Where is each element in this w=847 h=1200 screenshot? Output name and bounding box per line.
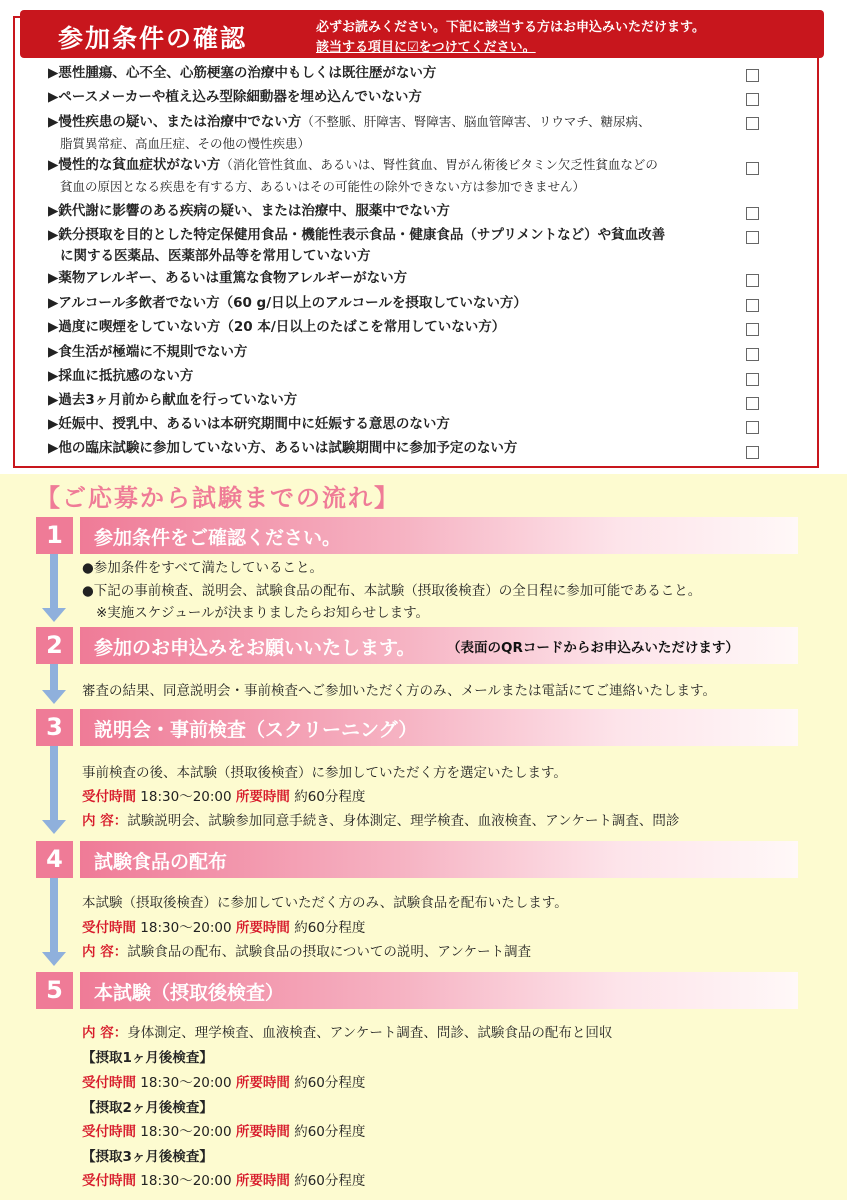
content-line: 内 容：試験説明会、試験参加同意手続き、身体測定、理学検査、血液検査、アンケート調査、問診 xyxy=(82,813,680,829)
content-line: 内 容：身体測定、理学検査、血液検査、アンケート調査、問診、試験食品の配布と回収 xyxy=(82,1025,613,1041)
reception-line: 受付時間 18:30～20:00 所要時間 約60分程度 xyxy=(82,1075,366,1091)
step-title: 参加条件をご確認ください。 xyxy=(94,527,342,549)
checkbox-icon[interactable] xyxy=(746,231,759,244)
step-title: 試験食品の配布 xyxy=(94,851,228,873)
step-bullet: ●下記の事前検査、説明会、試験食品の配布、本試験（摂取後検査）の全日程に参加可能であること。 xyxy=(82,583,702,599)
condition-item: ▶食生活が極端に不規則でない方 xyxy=(48,344,248,360)
condition-item: ▶妊娠中、授乳中、あるいは本研究期間中に妊娠する意思のない方 xyxy=(48,416,450,432)
step-number: 5 xyxy=(36,972,73,1009)
checkbox-icon[interactable] xyxy=(746,274,759,287)
condition-item: ▶過度に喫煙をしていない方（20 本/日以上のたばこを常用していない方） xyxy=(48,319,506,335)
step-header-band xyxy=(80,841,798,878)
down-arrow-icon xyxy=(42,554,66,622)
checkbox-icon[interactable] xyxy=(746,323,759,336)
step-side-note: （表面のQRコードからお申込みいただけます） xyxy=(447,640,739,656)
exam-subheading: 【摂取2ヶ月後検査】 xyxy=(82,1100,213,1116)
checkbox-icon[interactable] xyxy=(746,117,759,130)
conditions-note: 必ずお読みください。下記に該当する方はお申込みいただけます。 xyxy=(316,20,705,35)
condition-item: ▶鉄代謝に影響のある疾病の疑い、または治療中、服薬中でない方 xyxy=(48,203,450,219)
exam-subheading: 【摂取3ヶ月後検査】 xyxy=(82,1149,213,1165)
step-title: 参加のお申込みをお願いいたします。 xyxy=(94,637,416,659)
reception-line: 受付時間 18:30～20:00 所要時間 約60分程度 xyxy=(82,920,366,936)
down-arrow-icon xyxy=(42,664,66,704)
checkbox-icon[interactable] xyxy=(746,348,759,361)
checkbox-icon[interactable] xyxy=(746,446,759,459)
step-text: 本試験（摂取後検査）に参加していただく方のみ、試験食品を配布いたします。 xyxy=(82,895,568,911)
step-header-band xyxy=(80,627,798,664)
condition-item: ▶悪性腫瘍、心不全、心筋梗塞の治療中もしくは既往歴がない方 xyxy=(48,65,437,81)
step-header-band xyxy=(80,709,798,746)
checkbox-icon[interactable] xyxy=(746,69,759,82)
flow-title: 【ご応募から試験までの流れ】 xyxy=(36,484,400,512)
reception-line: 受付時間 18:30～20:00 所要時間 約60分程度 xyxy=(82,1124,366,1140)
exam-subheading: 【摂取1ヶ月後検査】 xyxy=(82,1050,213,1066)
step-text: 審査の結果、同意説明会・事前検査へご参加いただく方のみ、メールまたは電話にてご連絡いたします。 xyxy=(82,683,716,699)
checkbox-icon[interactable] xyxy=(746,373,759,386)
down-arrow-icon xyxy=(42,878,66,966)
checkbox-icon[interactable] xyxy=(746,93,759,106)
step-title: 説明会・事前検査（スクリーニング） xyxy=(94,719,418,741)
condition-item: ▶採血に抵抗感のない方 xyxy=(48,368,194,384)
condition-item: ▶他の臨床試験に参加していない方、あるいは試験期間中に参加予定のない方 xyxy=(48,440,518,456)
down-arrow-icon xyxy=(42,746,66,834)
conditions-header xyxy=(20,10,824,58)
step-number: 1 xyxy=(36,517,73,554)
condition-item: ▶慢性疾患の疑い、または治療中でない方（不整脈、肝障害、腎障害、脳血管障害、リウマチ、糖尿病、 脂質異常症、高血圧症、その他の慢性疾患） xyxy=(48,114,651,151)
step-header-band xyxy=(80,517,798,554)
condition-item: ▶過去3ヶ月前から献血を行っていない方 xyxy=(48,392,298,408)
condition-item: ▶慢性的な貧血症状がない方（消化管性貧血、あるいは、腎性貧血、胃がん術後ビタミン欠乏性貧血などの 貧血の原因となる疾患を有する方、あるいはその可能性の除外できない方は参加できません） xyxy=(48,157,658,194)
step-text: 事前検査の後、本試験（摂取後検査）に参加していただく方を選定いたします。 xyxy=(82,765,567,781)
step-number: 3 xyxy=(36,709,73,746)
condition-item: ▶アルコール多飲者でない方（60 g/日以上のアルコールを摂取していない方） xyxy=(48,295,527,311)
checkbox-icon[interactable] xyxy=(746,299,759,312)
reception-line: 受付時間 18:30～20:00 所要時間 約60分程度 xyxy=(82,789,366,805)
step-number: 4 xyxy=(36,841,73,878)
content-line: 内 容：試験食品の配布、試験食品の摂取についての説明、アンケート調査 xyxy=(82,944,532,960)
condition-item: ▶鉄分摂取を目的とした特定保健用食品・機能性表示食品・健康食品（サプリメントなど）や貧血改善 に関する医薬品、医薬部外品等を常用していない方 xyxy=(48,227,666,264)
step-note: ※実施スケジュールが決まりましたらお知らせします。 xyxy=(96,605,430,621)
step-bullet: ●参加条件をすべて満たしていること。 xyxy=(82,560,324,576)
condition-item: ▶ペースメーカーや植え込み型除細動器を埋め込んでいない方 xyxy=(48,89,422,105)
step-header-band xyxy=(80,972,798,1009)
conditions-instruction: 該当する項目に☑をつけてください。 xyxy=(316,40,536,55)
condition-item: ▶薬物アレルギー、あるいは重篤な食物アレルギーがない方 xyxy=(48,270,408,286)
conditions-title: 参加条件の確認 xyxy=(58,24,248,53)
step-title: 本試験（摂取後検査） xyxy=(94,982,285,1004)
checkbox-icon[interactable] xyxy=(746,207,759,220)
checkbox-icon[interactable] xyxy=(746,162,759,175)
checkbox-icon[interactable] xyxy=(746,421,759,434)
step-number: 2 xyxy=(36,627,73,664)
checkbox-icon[interactable] xyxy=(746,397,759,410)
reception-line: 受付時間 18:30～20:00 所要時間 約60分程度 xyxy=(82,1173,366,1189)
